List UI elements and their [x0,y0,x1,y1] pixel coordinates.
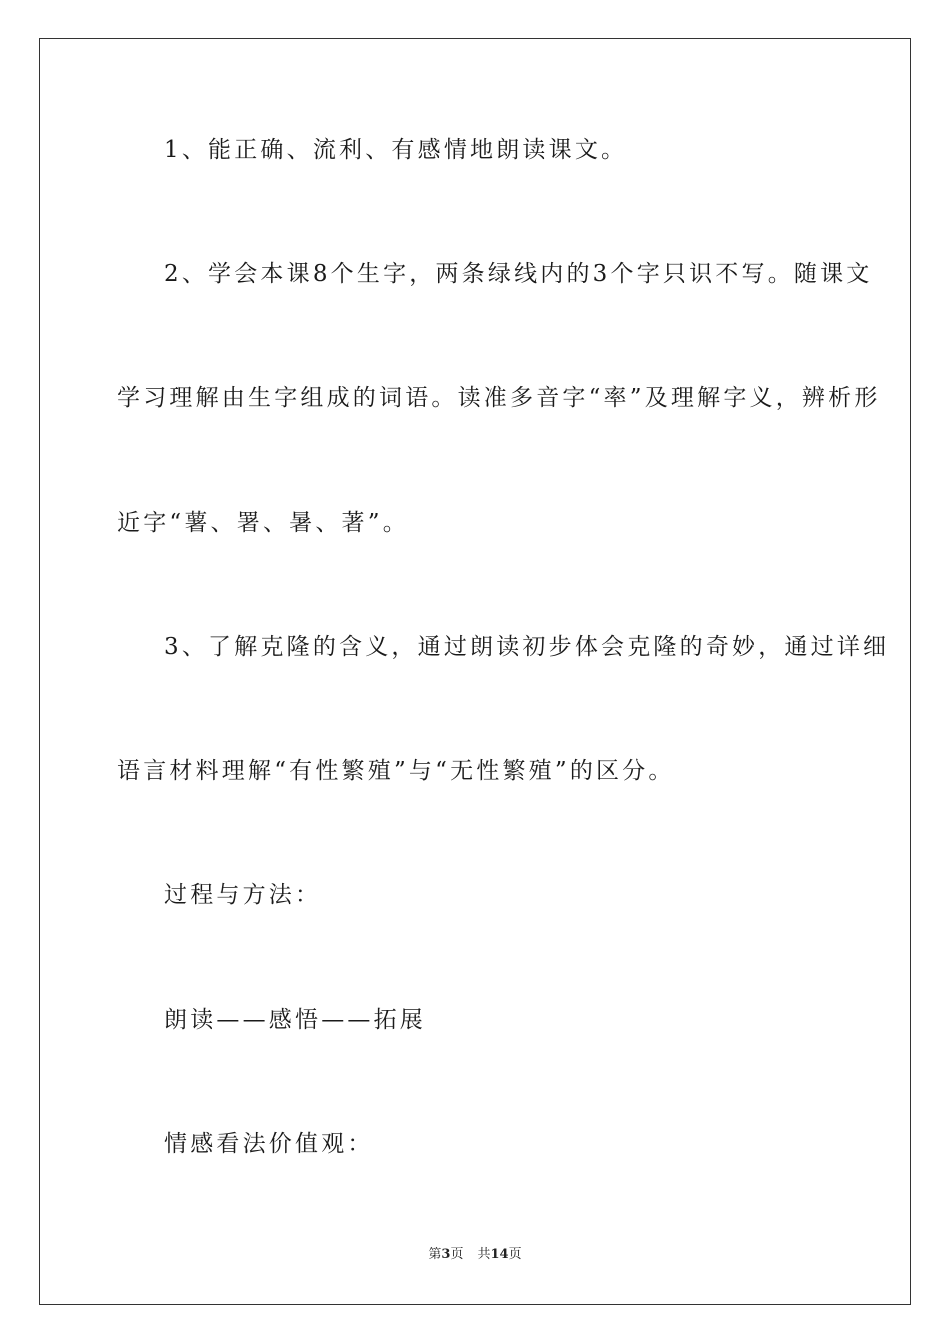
footer-total-number: 14 [490,1247,509,1262]
footer-total-prefix: 共 [477,1247,491,1262]
process-steps: 朗读——感悟——拓展 [164,1007,426,1033]
footer-page-prefix: 第 [428,1247,442,1262]
objective-2-line-2: 学习理解由生字组成的词语。读准多音字“率”及理解字义，辨析形 [117,385,881,411]
page-border [39,38,911,1305]
page-footer [0,1246,950,1264]
objective-2-line-1: 2、学会本课8个生字，两条绿线内的3个字只识不写。随课文 [164,261,873,287]
footer-page-number: 3 [441,1247,451,1262]
objective-3-line-2: 语言材料理解“有性繁殖”与“无性繁殖”的区分。 [117,758,675,784]
footer-total-suffix: 页 [508,1247,522,1262]
section-heading-process: 过程与方法： [164,882,322,908]
footer-page-suffix: 页 [450,1247,464,1262]
objective-2-line-3: 近字“薯、署、暑、著”。 [117,510,409,536]
objective-1: 1、能正确、流利、有感情地朗读课文。 [164,137,628,163]
section-heading-values: 情感看法价值观： [164,1131,374,1157]
objective-3-line-1: 3、了解克隆的含义，通过朗读初步体会克隆的奇妙，通过详细 [164,634,890,660]
